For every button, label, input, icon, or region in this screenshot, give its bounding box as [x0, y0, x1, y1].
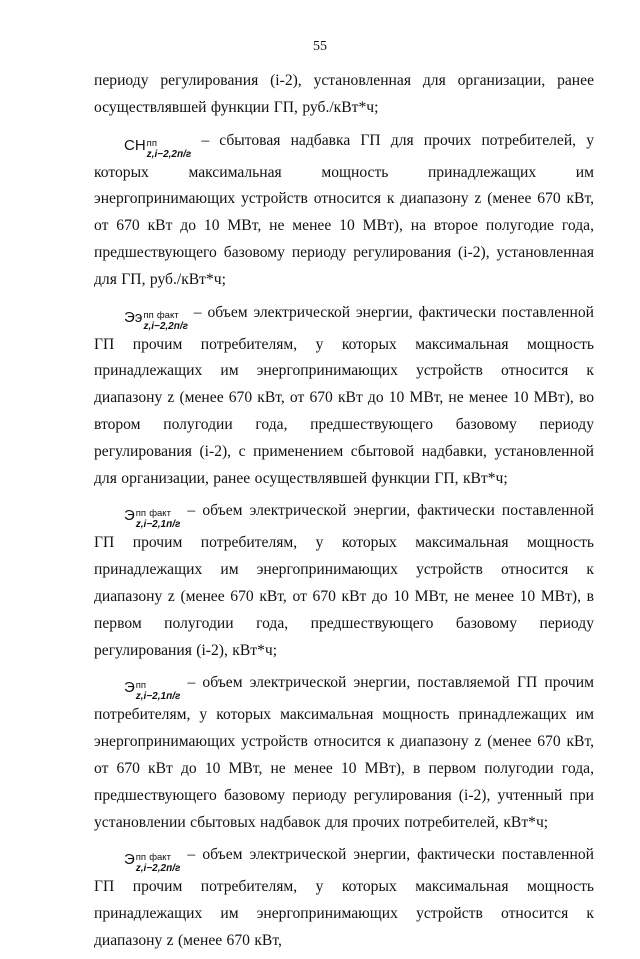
symbol-superscript: пп факт — [135, 508, 171, 520]
symbol-subscript: z,i−2,1п/г — [135, 519, 181, 531]
symbol-subscript: z,i−2,2п/г — [146, 148, 192, 160]
definition-paragraph — [94, 842, 594, 954]
symbol-base: Э — [124, 851, 135, 869]
symbol-subscript: z,i−2,2п/г — [135, 863, 181, 875]
definition-text: – объем электрической энергии, фактически поставленной ГП прочим потребителям, у которых максимальная мощность принадлежащих им энергопринимающих устройств относится к диапазону z (менее 670 кВт, от 670 кВт до 10 МВт, не менее 10 МВт), в первом полугодии года, предшествующего базовому периоду регулирования (i-2), кВт*ч; — [94, 502, 594, 659]
definition-text: – объем электрической энергии, фактически поставленной ГП прочим потребителям, у которых максимальная мощность принадлежащих им энергопринимающих устройств относится к диапазону z (менее 670 кВт, — [94, 846, 594, 949]
symbol-superscript: пп — [135, 680, 147, 692]
definition-text: – сбытовая надбавка ГП для прочих потребителей, у которых максимальная мощность принадлежащих им энергопринимающих устройств относится к диапазону z (менее 670 кВт, от 670 кВт до 10 МВт, не менее 10 МВт), на второе полугодие года, предшествующего базовому периоду регулирования (i-2), установленная для ГП, руб./кВт*ч; — [94, 131, 594, 288]
symbol-superscript: пп факт — [143, 309, 179, 321]
paragraph-continuation — [94, 68, 594, 122]
formula-symbol — [124, 310, 188, 332]
symbol-base: Ээ — [124, 308, 143, 326]
page-number: 55 — [313, 39, 327, 54]
symbol-base: СН — [124, 136, 146, 154]
definition-paragraph — [94, 670, 594, 836]
paragraph-text: периоду регулирования (i-2), установленная для организации, ранее осуществлявшей функции ГП, руб./кВт*ч; — [94, 72, 594, 116]
symbol-superscript: пп факт — [135, 852, 171, 864]
document-body — [94, 68, 594, 959]
symbol-base: Э — [124, 679, 135, 697]
definition-text: – объем электрической энергии, поставляемой ГП прочим потребителям, у которых максимальная мощность принадлежащих им энергопринимающих устройств относится к диапазону z (менее 670 кВт, от 670 кВт до 10 МВт, не менее 10 МВт), в первом полугодии года, предшествующего базовому периоду регулирования (i-2), учтенный при установлении сбытовых надбавок для прочих потребителей, кВт*ч; — [94, 674, 594, 831]
formula-symbol — [124, 508, 180, 530]
symbol-superscript: пп — [146, 137, 157, 149]
definition-paragraph — [94, 300, 594, 493]
symbol-subscript: z,i−2,1п/г — [135, 691, 181, 703]
symbol-subscript: z,i−2,2п/г — [143, 320, 188, 332]
definition-text: – объем электрической энергии, фактически поставленной ГП прочим потребителям, у которых максимальная мощность принадлежащих им энергопринимающих устройств относится к диапазону z (менее 670 кВт, от 670 кВт до 10 МВт, не менее 10 МВт), во втором полугодии года, предшествующего базовому периоду регулирования (i-2), с применением сбытовой надбавки, установленной для организации, ранее осуществлявшей функции ГП, кВт*ч; — [94, 303, 594, 487]
formula-symbol — [124, 138, 191, 160]
formula-symbol — [124, 680, 180, 702]
definition-paragraph — [94, 498, 594, 664]
formula-symbol — [124, 852, 180, 874]
definition-paragraph — [94, 128, 594, 294]
symbol-base: Э — [124, 507, 135, 525]
